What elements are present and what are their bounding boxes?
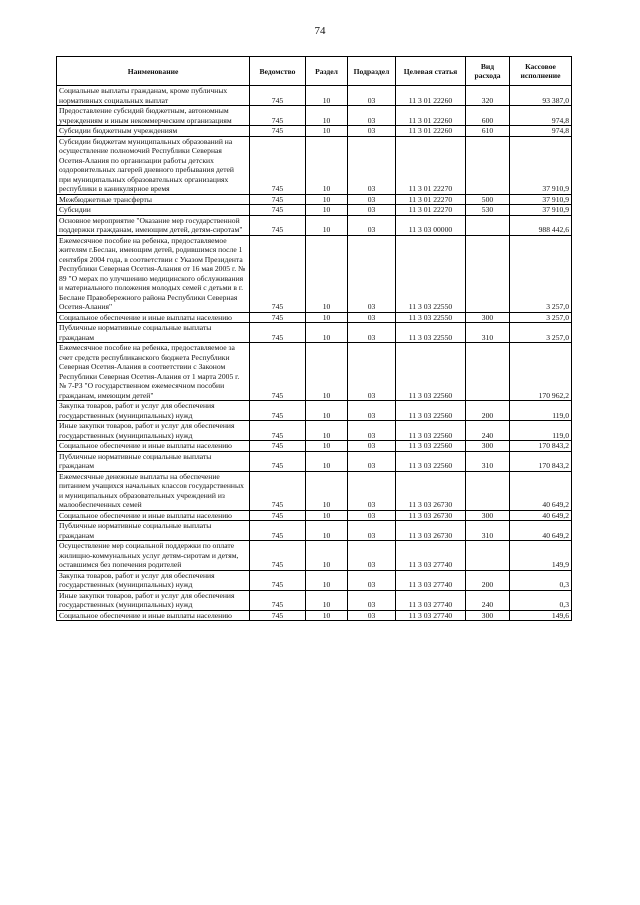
expense-kind-cell: 500 xyxy=(466,194,510,205)
section-cell: 10 xyxy=(306,205,348,216)
cash-execution-cell: 170 843,2 xyxy=(510,451,572,471)
section-cell: 10 xyxy=(306,471,348,510)
department-cell: 745 xyxy=(250,136,306,194)
target-article-cell: 11 3 03 27740 xyxy=(396,570,466,590)
expense-kind-cell: 530 xyxy=(466,205,510,216)
row-name-cell: Социальное обеспечение и иные выплаты населению xyxy=(57,610,250,621)
column-header-expense-kind: Вид расхода xyxy=(466,57,510,86)
section-cell: 10 xyxy=(306,106,348,126)
subsection-cell: 03 xyxy=(348,323,396,343)
column-header-target-article: Целевая статья xyxy=(396,57,466,86)
department-cell: 745 xyxy=(250,610,306,621)
target-article-cell: 11 3 01 22260 xyxy=(396,106,466,126)
subsection-cell: 03 xyxy=(348,570,396,590)
department-cell: 745 xyxy=(250,194,306,205)
expense-kind-cell: 240 xyxy=(466,590,510,610)
cash-execution-cell: 170 962,2 xyxy=(510,343,572,401)
subsection-cell: 03 xyxy=(348,441,396,452)
subsection-cell: 03 xyxy=(348,510,396,521)
expense-kind-cell: 610 xyxy=(466,126,510,137)
cash-execution-cell: 40 649,2 xyxy=(510,510,572,521)
cash-execution-cell: 149,6 xyxy=(510,610,572,621)
subsection-cell: 03 xyxy=(348,106,396,126)
target-article-cell: 11 3 01 22270 xyxy=(396,194,466,205)
table-row xyxy=(57,421,572,441)
cash-execution-cell: 3 257,0 xyxy=(510,235,572,312)
expense-kind-cell xyxy=(466,136,510,194)
target-article-cell: 11 3 03 22550 xyxy=(396,323,466,343)
expense-kind-cell: 600 xyxy=(466,106,510,126)
row-name-cell: Социальное обеспечение и иные выплаты населению xyxy=(57,510,250,521)
expense-kind-cell xyxy=(466,235,510,312)
row-name-cell: Основное мероприятие "Оказание мер государственной поддержки гражданам, имеющим детей, детям-сиротам" xyxy=(57,215,250,235)
subsection-cell: 03 xyxy=(348,126,396,137)
subsection-cell: 03 xyxy=(348,205,396,216)
table-row xyxy=(57,106,572,126)
column-header-cash-execution: Кассовое исполнение xyxy=(510,57,572,86)
column-header-subsection: Подраздел xyxy=(348,57,396,86)
table-body xyxy=(57,86,572,621)
cash-execution-cell: 0,3 xyxy=(510,590,572,610)
department-cell: 745 xyxy=(250,126,306,137)
department-cell: 745 xyxy=(250,312,306,323)
table-row xyxy=(57,343,572,401)
table-row xyxy=(57,235,572,312)
expense-kind-cell xyxy=(466,215,510,235)
table-row xyxy=(57,323,572,343)
row-name-cell: Межбюджетные трансферты xyxy=(57,194,250,205)
department-cell: 745 xyxy=(250,590,306,610)
target-article-cell: 11 3 03 26730 xyxy=(396,510,466,521)
cash-execution-cell: 40 649,2 xyxy=(510,471,572,510)
row-name-cell: Ежемесячные денежные выплаты на обеспечение питанием учащихся начальных классов государственных и муниципальных образовательных учреждений из малообеспеченных семей xyxy=(57,471,250,510)
subsection-cell: 03 xyxy=(348,312,396,323)
table-row xyxy=(57,451,572,471)
expense-kind-cell xyxy=(466,471,510,510)
row-name-cell: Ежемесячное пособие на ребенка, предоставляемое жителям г.Беслан, имеющим детей, родившимся после 1 сентября 2004 года, в соответствии с Указом Президента Республики Северная Осетия-Алания от 16 мая 2005 г. № 89 "О мерах по улучшению медицинского обслуживания и материального положения молодых семей с детьми в г. Беслане Правобережного района Республики Северная Осетия-Алания" xyxy=(57,235,250,312)
column-header-department: Ведомство xyxy=(250,57,306,86)
target-article-cell: 11 3 03 22550 xyxy=(396,312,466,323)
department-cell: 745 xyxy=(250,471,306,510)
target-article-cell: 11 3 03 00000 xyxy=(396,215,466,235)
section-cell: 10 xyxy=(306,610,348,621)
budget-table xyxy=(56,56,572,621)
section-cell: 10 xyxy=(306,136,348,194)
row-name-cell: Социальное обеспечение и иные выплаты населению xyxy=(57,441,250,452)
cash-execution-cell: 93 387,0 xyxy=(510,86,572,106)
table-row xyxy=(57,86,572,106)
target-article-cell: 11 3 03 22560 xyxy=(396,441,466,452)
expense-kind-cell: 300 xyxy=(466,312,510,323)
department-cell: 745 xyxy=(250,451,306,471)
section-cell: 10 xyxy=(306,510,348,521)
row-name-cell: Иные закупки товаров, работ и услуг для обеспечения государственных (муниципальных) нужд xyxy=(57,421,250,441)
subsection-cell: 03 xyxy=(348,401,396,421)
cash-execution-cell: 3 257,0 xyxy=(510,312,572,323)
table-row xyxy=(57,312,572,323)
row-name-cell: Социальное обеспечение и иные выплаты населению xyxy=(57,312,250,323)
cash-execution-cell: 37 910,9 xyxy=(510,194,572,205)
expense-kind-cell: 300 xyxy=(466,610,510,621)
cash-execution-cell: 149,9 xyxy=(510,541,572,571)
cash-execution-cell: 37 910,9 xyxy=(510,205,572,216)
target-article-cell: 11 3 01 22260 xyxy=(396,86,466,106)
cash-execution-cell: 170 843,2 xyxy=(510,441,572,452)
section-cell: 10 xyxy=(306,194,348,205)
table-row xyxy=(57,610,572,621)
section-cell: 10 xyxy=(306,441,348,452)
department-cell: 745 xyxy=(250,510,306,521)
expense-kind-cell: 300 xyxy=(466,441,510,452)
department-cell: 745 xyxy=(250,343,306,401)
expense-kind-cell: 200 xyxy=(466,401,510,421)
row-name-cell: Субсидии xyxy=(57,205,250,216)
target-article-cell: 11 3 03 27740 xyxy=(396,541,466,571)
row-name-cell: Субсидии бюджетам муниципальных образований на осуществление полномочий Республики Северная Осетия-Алания по организации работы детских оздоровительных лагерей дневного пребывания детей при муниципальных образовательных организациях республики в каникулярное время xyxy=(57,136,250,194)
subsection-cell: 03 xyxy=(348,610,396,621)
expense-kind-cell: 310 xyxy=(466,451,510,471)
expense-kind-cell: 300 xyxy=(466,510,510,521)
section-cell: 10 xyxy=(306,451,348,471)
cash-execution-cell: 40 649,2 xyxy=(510,521,572,541)
section-cell: 10 xyxy=(306,521,348,541)
section-cell: 10 xyxy=(306,312,348,323)
section-cell: 10 xyxy=(306,570,348,590)
section-cell: 10 xyxy=(306,235,348,312)
table-row xyxy=(57,570,572,590)
section-cell: 10 xyxy=(306,126,348,137)
subsection-cell: 03 xyxy=(348,471,396,510)
column-header-section: Раздел xyxy=(306,57,348,86)
cash-execution-cell: 988 442,6 xyxy=(510,215,572,235)
row-name-cell: Социальные выплаты гражданам, кроме публичных нормативных социальных выплат xyxy=(57,86,250,106)
row-name-cell: Иные закупки товаров, работ и услуг для обеспечения государственных (муниципальных) нужд xyxy=(57,590,250,610)
subsection-cell: 03 xyxy=(348,136,396,194)
page-number: 74 xyxy=(314,25,326,37)
department-cell: 745 xyxy=(250,86,306,106)
subsection-cell: 03 xyxy=(348,86,396,106)
table-row xyxy=(57,590,572,610)
expense-kind-cell xyxy=(466,343,510,401)
row-name-cell: Публичные нормативные социальные выплаты гражданам xyxy=(57,451,250,471)
subsection-cell: 03 xyxy=(348,194,396,205)
row-name-cell: Публичные нормативные социальные выплаты гражданам xyxy=(57,323,250,343)
row-name-cell: Ежемесячное пособие на ребенка, предоставляемое за счет средств республиканского бюджета Республики Северная Осетия-Алания в соответствии с Законом Республики Северная Осетия-Алания от 1 марта 2005 г. № 7-РЗ "О государственном ежемесячном пособии гражданам, имеющим детей" xyxy=(57,343,250,401)
table-row xyxy=(57,136,572,194)
section-cell: 10 xyxy=(306,215,348,235)
target-article-cell: 11 3 03 26730 xyxy=(396,471,466,510)
subsection-cell: 03 xyxy=(348,343,396,401)
department-cell: 745 xyxy=(250,521,306,541)
department-cell: 745 xyxy=(250,205,306,216)
table-row xyxy=(57,521,572,541)
table-row xyxy=(57,194,572,205)
target-article-cell: 11 3 01 22270 xyxy=(396,205,466,216)
section-cell: 10 xyxy=(306,401,348,421)
target-article-cell: 11 3 03 22560 xyxy=(396,401,466,421)
row-name-cell: Субсидии бюджетным учреждениям xyxy=(57,126,250,137)
expense-kind-cell: 310 xyxy=(466,323,510,343)
table-row xyxy=(57,401,572,421)
cash-execution-cell: 974,8 xyxy=(510,126,572,137)
row-name-cell: Закупка товаров, работ и услуг для обеспечения государственных (муниципальных) нужд xyxy=(57,401,250,421)
table-row xyxy=(57,215,572,235)
table-row xyxy=(57,205,572,216)
subsection-cell: 03 xyxy=(348,451,396,471)
target-article-cell: 11 3 01 22270 xyxy=(396,136,466,194)
cash-execution-cell: 974,8 xyxy=(510,106,572,126)
row-name-cell: Предоставление субсидий бюджетным, автономным учреждениям и иным некоммерческим организациям xyxy=(57,106,250,126)
cash-execution-cell: 3 257,0 xyxy=(510,323,572,343)
target-article-cell: 11 3 03 26730 xyxy=(396,521,466,541)
subsection-cell: 03 xyxy=(348,421,396,441)
subsection-cell: 03 xyxy=(348,541,396,571)
cash-execution-cell: 119,0 xyxy=(510,401,572,421)
row-name-cell: Публичные нормативные социальные выплаты гражданам xyxy=(57,521,250,541)
table-row xyxy=(57,510,572,521)
section-cell: 10 xyxy=(306,541,348,571)
table-row xyxy=(57,126,572,137)
target-article-cell: 11 3 03 22560 xyxy=(396,451,466,471)
expense-kind-cell: 240 xyxy=(466,421,510,441)
table-header-row xyxy=(57,57,572,86)
cash-execution-cell: 37 910,9 xyxy=(510,136,572,194)
subsection-cell: 03 xyxy=(348,215,396,235)
column-header-name: Наименование xyxy=(57,57,250,86)
department-cell: 745 xyxy=(250,541,306,571)
expense-kind-cell xyxy=(466,541,510,571)
expense-kind-cell: 320 xyxy=(466,86,510,106)
section-cell: 10 xyxy=(306,86,348,106)
department-cell: 745 xyxy=(250,323,306,343)
table-row xyxy=(57,441,572,452)
expense-kind-cell: 310 xyxy=(466,521,510,541)
table-row xyxy=(57,541,572,571)
target-article-cell: 11 3 03 22560 xyxy=(396,421,466,441)
department-cell: 745 xyxy=(250,401,306,421)
section-cell: 10 xyxy=(306,590,348,610)
cash-execution-cell: 0,3 xyxy=(510,570,572,590)
target-article-cell: 11 3 03 22560 xyxy=(396,343,466,401)
section-cell: 10 xyxy=(306,421,348,441)
department-cell: 745 xyxy=(250,106,306,126)
table-row xyxy=(57,471,572,510)
department-cell: 745 xyxy=(250,235,306,312)
subsection-cell: 03 xyxy=(348,235,396,312)
department-cell: 745 xyxy=(250,570,306,590)
target-article-cell: 11 3 03 22550 xyxy=(396,235,466,312)
target-article-cell: 11 3 03 27740 xyxy=(396,610,466,621)
row-name-cell: Закупка товаров, работ и услуг для обеспечения государственных (муниципальных) нужд xyxy=(57,570,250,590)
target-article-cell: 11 3 01 22260 xyxy=(396,126,466,137)
subsection-cell: 03 xyxy=(348,590,396,610)
expense-kind-cell: 200 xyxy=(466,570,510,590)
subsection-cell: 03 xyxy=(348,521,396,541)
row-name-cell: Осуществление мер социальной поддержки по оплате жилищно-коммунальных услуг детям-сиротам и детям, оставшимся без попечения родителей xyxy=(57,541,250,571)
section-cell: 10 xyxy=(306,323,348,343)
section-cell: 10 xyxy=(306,343,348,401)
department-cell: 745 xyxy=(250,441,306,452)
target-article-cell: 11 3 03 27740 xyxy=(396,590,466,610)
department-cell: 745 xyxy=(250,421,306,441)
cash-execution-cell: 119,0 xyxy=(510,421,572,441)
department-cell: 745 xyxy=(250,215,306,235)
